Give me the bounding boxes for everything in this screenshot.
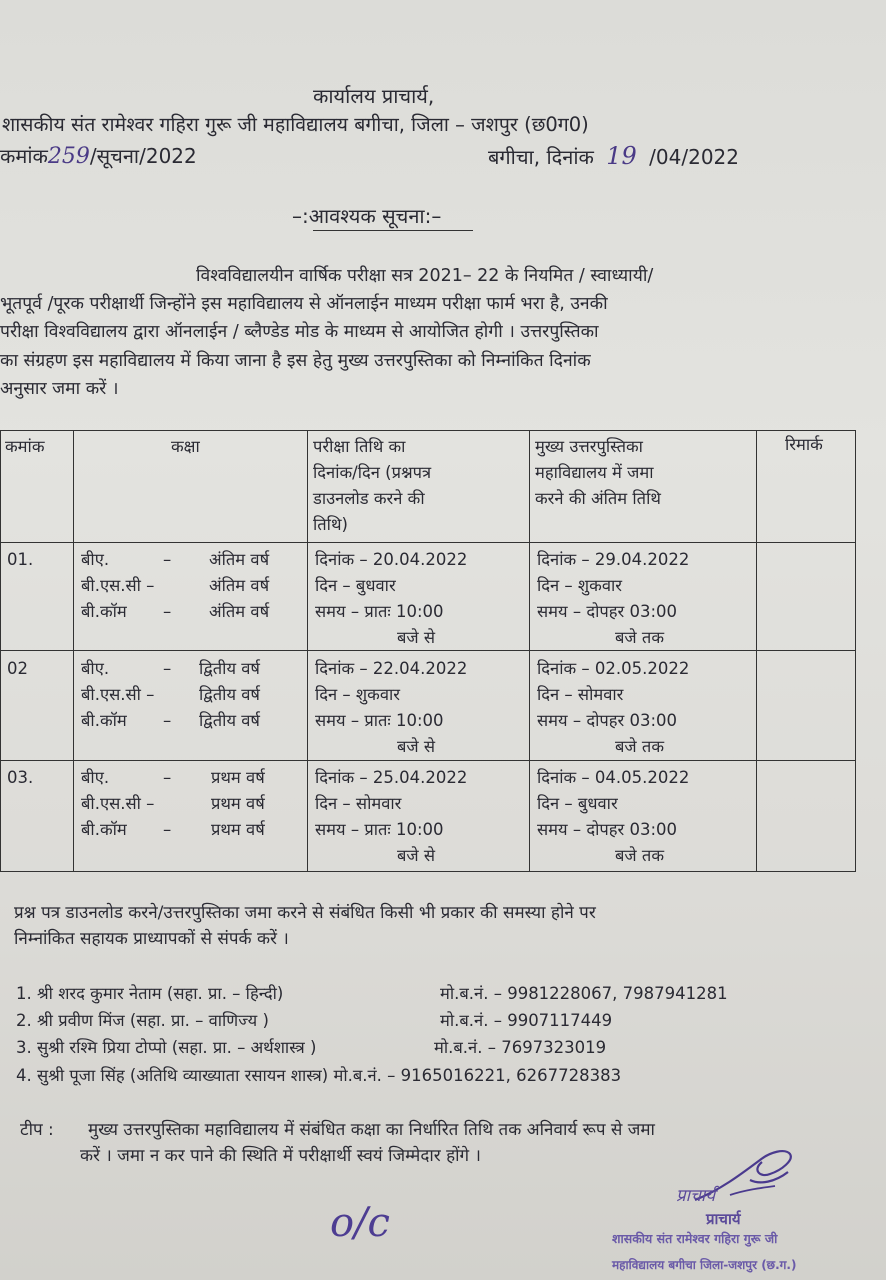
row2-sno: 02 [7,659,28,678]
office-title: कार्यालय प्राचार्य, [313,84,435,108]
row1-submit-day: दिन – शुकवार [537,576,623,595]
row2-submit-until: बजे तक [615,737,664,756]
principal-title-handwritten: प्राचार्य [676,1186,716,1206]
row3-class3-dash: – [163,820,172,839]
contact-intro-line-2: निम्नांकित सहायक प्राध्यापकों से संपर्क करें । [14,929,289,949]
ref-prefix: कमांक [0,144,48,168]
row2-exam-from: बजे से [397,737,436,756]
row3-exam-from: बजे से [397,846,436,865]
row1-sno: 01. [7,550,34,569]
row3-class1-dash: – [163,768,172,787]
row1-exam-date: दिनांक – 20.04.2022 [315,550,468,569]
row2-class3-a: बी.कॉम [81,711,127,730]
row2-class1-dash: – [163,659,172,678]
stamp-line-2: महाविद्यालय बगीचा जिला-जशपुर (छ.ग.) [612,1258,797,1272]
notice-title [292,202,441,229]
date-day-handwritten: 19 [606,142,637,170]
row1-exam-day: दिन – बुधवार [315,576,396,595]
intro-line-3: परीक्षा विश्वविद्यालय द्वारा ऑनलाईन / ब्लैण्डेड मोड के माध्यम से आयोजित होगी । उत्तरपुस्तिका [0,322,599,342]
row-divider [1,760,855,761]
contact-3-mobile: मो.ब.नं. – 7697323019 [434,1038,607,1057]
row1-class2-year: अंतिम वर्ष [209,576,270,595]
col-divider [307,431,308,871]
header-exam-date-4: तिथि) [313,515,348,534]
college-name: शासकीय संत रामेश्वर गहिरा गुरू जी महाविद्यालय बगीचा, जिला – जशपुर (छ0ग0) [2,113,589,136]
row1-class3-dash: – [163,602,172,621]
row3-sno: 03. [7,768,34,787]
exam-schedule-table [0,430,856,872]
row1-submit-until: बजे तक [615,628,664,647]
header-class: कक्षा [171,437,200,456]
header-sno: कमांक [5,437,45,456]
header-exam-date-2: दिनांक/दिन (प्रश्नपत्र [313,463,432,482]
row2-submit-day: दिन – सोमवार [537,685,624,704]
note-label: टीप : [20,1120,54,1140]
row2-class1-a: बीए. [81,659,110,678]
contact-4: 4. सुश्री पूजा सिंह (अतिथि व्याख्याता रसायन शास्त्र) मो.ब.नं. – 9165016221, 6267728383 [16,1066,622,1085]
row1-submit-date: दिनांक – 29.04.2022 [537,550,690,569]
row2-class2-year: द्वितीय वर्ष [199,685,260,704]
header-exam-date-1: परीक्षा तिथि का [313,437,406,456]
row3-submit-time: समय – दोपहर 03:00 [537,820,678,839]
ref-suffix: /सूचना/2022 [89,144,197,168]
col-divider [756,431,757,871]
contact-1-name: 1. श्री शरद कुमार नेताम (सहा. प्रा. – हिन्दी) [16,984,284,1003]
row1-class1-a: बीए. [81,550,110,569]
row3-exam-date: दिनांक – 25.04.2022 [315,768,468,787]
row2-class1-year: द्वितीय वर्ष [199,659,260,678]
note-line-2: करें । जमा न कर पाने की स्थिति में परीक्षार्थी स्वयं जिम्मेदार होंगे । [80,1146,481,1166]
ref-number-handwritten: 259 [47,144,90,169]
header-exam-date-3: डाउनलोड करने की [313,489,425,508]
row2-class2-a: बी.एस.सी – [81,685,155,704]
col-divider [73,431,74,871]
header-submit-date-2: महाविद्यालय में जमा [535,463,654,482]
row2-exam-time: समय – प्रातः 10:00 [315,711,444,730]
row2-class3-year: द्वितीय वर्ष [199,711,260,730]
row3-submit-day: दिन – बुधवार [537,794,618,813]
intro-line-1: विश्वविद्यालयीन वार्षिक परीक्षा सत्र 2021– 22 के नियमित / स्वाध्यायी/ [196,266,654,286]
intro-line-4: का संग्रहण इस महाविद्यालय में किया जाना है इस हेतु मुख्य उत्तरपुस्तिका को निम्नांकित दिनांक [0,351,591,371]
row-divider [1,542,855,543]
row3-exam-time: समय – प्रातः 10:00 [315,820,444,839]
row1-class3-year: अंतिम वर्ष [209,602,270,621]
row3-class2-year: प्रथम वर्ष [211,794,265,813]
row3-submit-date: दिनांक – 04.05.2022 [537,768,690,787]
reference-number [0,142,197,169]
contact-intro-line-1: प्रश्न पत्र डाउनलोड करने/उत्तरपुस्तिका जमा करने से संबंधित किसी भी प्रकार की समस्या होने पर [14,903,596,923]
place-date-prefix: बगीचा, दिनांक [488,145,594,169]
intro-line-2: भूतपूर्व /पूरक परीक्षार्थी जिन्होंने इस महाविद्यालय से ऑनलाईन माध्यम परीक्षा फार्म भरा है, उनकी [0,294,608,314]
stamp-line-1: शासकीय संत रामेश्वर गहिरा गुरू जी [612,1231,778,1246]
intro-line-5: अनुसार जमा करें । [0,379,119,399]
row1-exam-time: समय – प्रातः 10:00 [315,602,444,621]
row1-class3-a: बी.कॉम [81,602,127,621]
row3-class3-year: प्रथम वर्ष [211,820,265,839]
handwritten-oc-mark: o/c [330,1200,390,1246]
row2-exam-date: दिनांक – 22.04.2022 [315,659,468,678]
row3-class1-a: बीए. [81,768,110,787]
row1-submit-time: समय – दोपहर 03:00 [537,602,678,621]
place-date [488,142,739,170]
header-remark: रिमार्क [785,435,823,454]
row3-exam-day: दिन – सोमवार [315,794,402,813]
row1-class2-a: बी.एस.सी – [81,576,155,595]
row2-submit-date: दिनांक – 02.05.2022 [537,659,690,678]
title-underline [313,230,473,231]
row3-submit-until: बजे तक [615,846,664,865]
contact-2-mobile: मो.ब.नं. – 9907117449 [440,1011,613,1030]
contact-1-mobile: मो.ब.नं. – 9981228067, 7987941281 [440,984,728,1003]
principal-stamp-title: प्राचार्य [706,1210,741,1228]
note-line-1: मुख्य उत्तरपुस्तिका महाविद्यालय में संबंधित कक्षा का निर्धारित तिथि तक अनिवार्य रूप से जमा [88,1120,655,1140]
row3-class3-a: बी.कॉम [81,820,127,839]
row3-class2-a: बी.एस.सी – [81,794,155,813]
row1-exam-from: बजे से [397,628,436,647]
row2-exam-day: दिन – शुकवार [315,685,401,704]
row1-class1-dash: – [163,550,172,569]
row2-submit-time: समय – दोपहर 03:00 [537,711,678,730]
row1-class1-year: अंतिम वर्ष [209,550,270,569]
col-divider [529,431,530,871]
contact-3-name: 3. सुश्री रश्मि प्रिया टोप्पो (सहा. प्रा. – अर्थशास्त्र ) [16,1038,317,1057]
header-submit-date-1: मुख्य उत्तरपुस्तिका [535,437,643,456]
contact-2-name: 2. श्री प्रवीण मिंज (सहा. प्रा. – वाणिज्य ) [16,1011,269,1030]
header-submit-date-3: करने की अंतिम तिथि [535,489,661,508]
row3-class1-year: प्रथम वर्ष [211,768,265,787]
date-month-year: /04/2022 [649,145,739,169]
notice-title-text: –:आवश्यक सूचना:– [292,204,442,228]
row2-class3-dash: – [163,711,172,730]
